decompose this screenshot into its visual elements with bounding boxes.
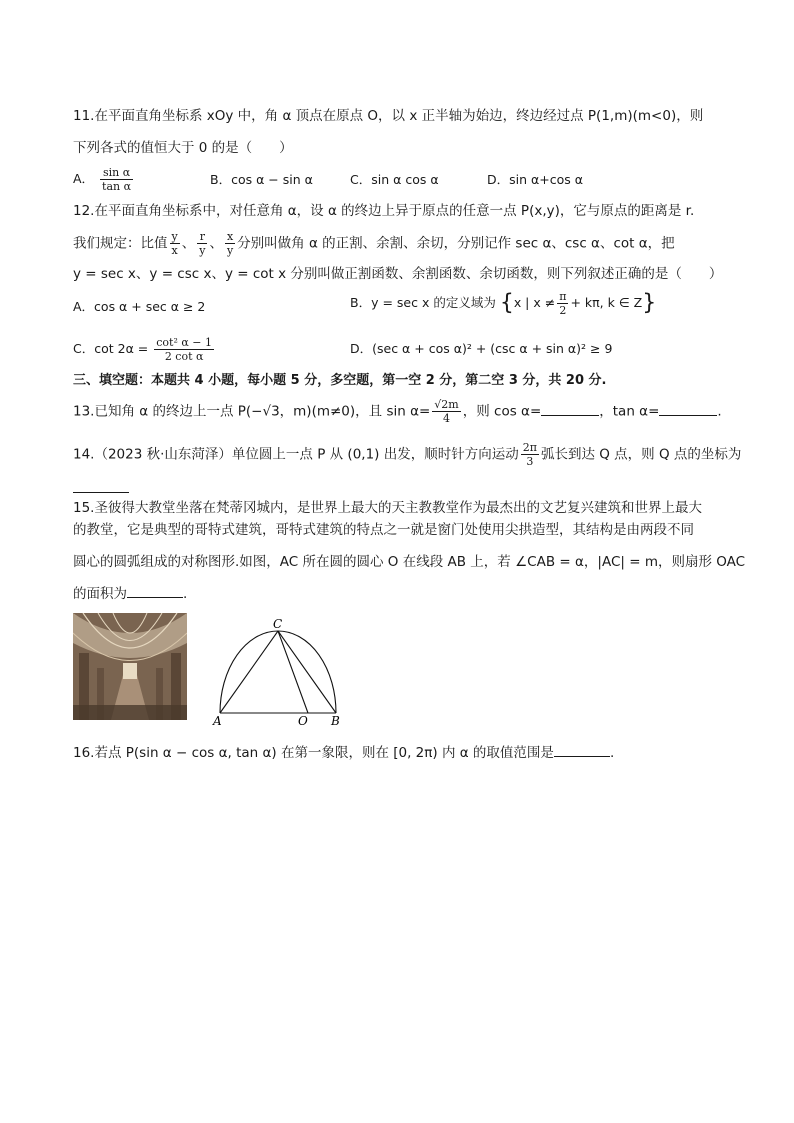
q12-f2-den: y — [199, 244, 206, 257]
q12-option-c-den: 2 cot α — [164, 350, 204, 363]
cathedral-vault-illustration — [73, 613, 187, 720]
q12-option-b-set-start: x | x ≠ — [513, 295, 556, 310]
q13-answer-blank-1[interactable] — [541, 401, 599, 416]
q13-fraction — [432, 398, 460, 425]
label-o: O — [298, 714, 308, 727]
segment-ac — [220, 631, 278, 713]
q12-fraction-x-over-y — [225, 230, 235, 257]
q16-line — [73, 742, 614, 763]
q12-option-b — [350, 290, 656, 317]
q14-frac-num: 2π — [522, 441, 537, 454]
q13-line — [73, 398, 722, 425]
q13-text-b: ，则 cos α= — [462, 403, 542, 420]
q12-option-c-label: C．cot 2α = — [73, 341, 149, 356]
right-brace-icon: } — [642, 290, 657, 316]
q14-frac-den: 3 — [526, 455, 534, 468]
q12-f2-num: r — [197, 230, 207, 244]
q13-text-d: . — [717, 403, 722, 420]
q12-option-a: A．cos α + sec α ≥ 2 — [73, 299, 206, 314]
q12-option-c — [73, 336, 216, 363]
q13-text-c: ，tan α= — [599, 403, 660, 420]
q14-text-a: 14.（2023 秋·山东菏泽）单位圆上一点 P 从 (0,1) 出发，顺时针方向运动 — [73, 446, 519, 463]
q12-f1-num: y — [171, 230, 178, 243]
label-a: A — [213, 714, 222, 727]
q12-line3: y = sec x、y = csc x、y = cot x 分别叫做正割函数、余割函数、余切函数，则下列叙述正确的是（ ） — [73, 266, 723, 282]
q11-option-a-den: tan α — [102, 180, 132, 193]
cathedral-photo — [73, 613, 187, 720]
q12-f3-num: x — [226, 230, 234, 243]
q12-f3-den: y — [226, 244, 234, 257]
q15-line4-period: . — [183, 586, 188, 602]
q11-line2: 下列各式的值恒大于 0 的是（ ） — [73, 140, 293, 156]
left-brace-icon: { — [499, 290, 514, 316]
q12-line1: 12.在平面直角坐标系中，对任意角 α，设 α 的终边上异于原点的任意一点 P(x,y)，它与原点的距离是 r. — [73, 203, 695, 219]
q15-answer-blank[interactable] — [127, 583, 183, 598]
arch-geometry-figure — [210, 615, 350, 727]
q11-line1: 11.在平面直角坐标系 xOy 中，角 α 顶点在原点 O，以 x 正半轴为始边，终边经过点 P(1,m)(m<0)，则 — [73, 108, 704, 124]
q12-line2-end: 分别叫做角 α 的正割、余割、余切，分别记作 sec α、csc α、cot α，把 — [237, 235, 675, 252]
q14-text-b: 弧长到达 Q 点，则 Q 点的坐标为 — [540, 446, 742, 463]
q13-frac-den: 4 — [443, 412, 451, 425]
q12-option-b-den: 2 — [559, 304, 567, 317]
q12-line2-start: 我们规定：比值 — [73, 235, 168, 252]
q15-line4 — [73, 583, 187, 604]
q12-option-c-fraction — [154, 336, 214, 363]
q13-frac-num: √2m — [434, 398, 459, 411]
q12-option-b-set-end: + kπ, k ∈ Z — [570, 295, 643, 310]
q16-period: . — [609, 745, 615, 761]
q11-option-d: D．sin α+cos α — [487, 172, 583, 187]
q12-option-b-label: B．y = sec x 的定义域为 — [350, 295, 496, 310]
q12-sep2: 、 — [209, 235, 223, 252]
q13-answer-blank-2[interactable] — [659, 401, 717, 416]
segment-co — [278, 631, 308, 713]
q14-answer-line — [73, 478, 129, 499]
q15-line3: 圆心的圆弧组成的对称图形.如图，AC 所在圆的圆心 O 在线段 AB 上，若 ∠CAB = α，|AC| = m，则扇形 OAC — [73, 554, 746, 570]
q12-option-b-num: π — [559, 290, 567, 303]
q12-option-c-num: cot² α − 1 — [156, 336, 212, 349]
q15-line2: 的教堂，它是典型的哥特式建筑，哥特式建筑的特点之一就是窗门处使用尖拱造型，其结构是由两段不同 — [73, 522, 694, 538]
q16-text: 16.若点 P(sin α − cos α, tan α) 在第一象限，则在 [0, 2π) 内 α 的取值范围是 — [73, 745, 554, 761]
label-c: C — [273, 617, 283, 631]
q12-option-d: D．(sec α + cos α)² + (csc α + sin α)² ≥ 9 — [350, 341, 613, 356]
q11-option-b: B．cos α − sin α — [210, 172, 313, 187]
label-b: B — [331, 714, 340, 727]
q12-fraction-r-over-y — [197, 230, 207, 257]
section-3-heading: 三、填空题：本题共 4 小题，每小题 5 分，多空题，第一空 2 分，第二空 3 分，共 20 分. — [73, 373, 607, 388]
q12-sep1: 、 — [181, 235, 196, 252]
q11-option-a — [73, 166, 135, 193]
q12-line2 — [73, 230, 675, 257]
q12-f1-den: x — [171, 244, 178, 257]
q15-line1: 15.圣彼得大教堂坐落在梵蒂冈城内，是世界上最大的天主教教堂作为最杰出的文艺复兴建筑和世界上最大 — [73, 500, 702, 516]
q14-fraction — [521, 441, 539, 468]
q11-option-c: C．sin α cos α — [350, 172, 439, 187]
segment-cb — [278, 631, 336, 713]
q15-line4-text: 的面积为 — [73, 586, 127, 602]
q16-answer-blank[interactable] — [554, 742, 610, 757]
q13-text-a: 13.已知角 α 的终边上一点 P(−√3，m)(m≠0)，且 sin α= — [73, 403, 431, 420]
q14-answer-blank[interactable] — [73, 478, 129, 493]
q11-option-a-label: A． — [73, 171, 95, 186]
q12-fraction-y-over-x — [170, 230, 180, 257]
q14-line — [73, 441, 741, 468]
q12-option-b-fraction — [557, 290, 568, 317]
q11-option-a-fraction — [100, 166, 133, 193]
q11-option-a-num: sin α — [100, 166, 133, 180]
